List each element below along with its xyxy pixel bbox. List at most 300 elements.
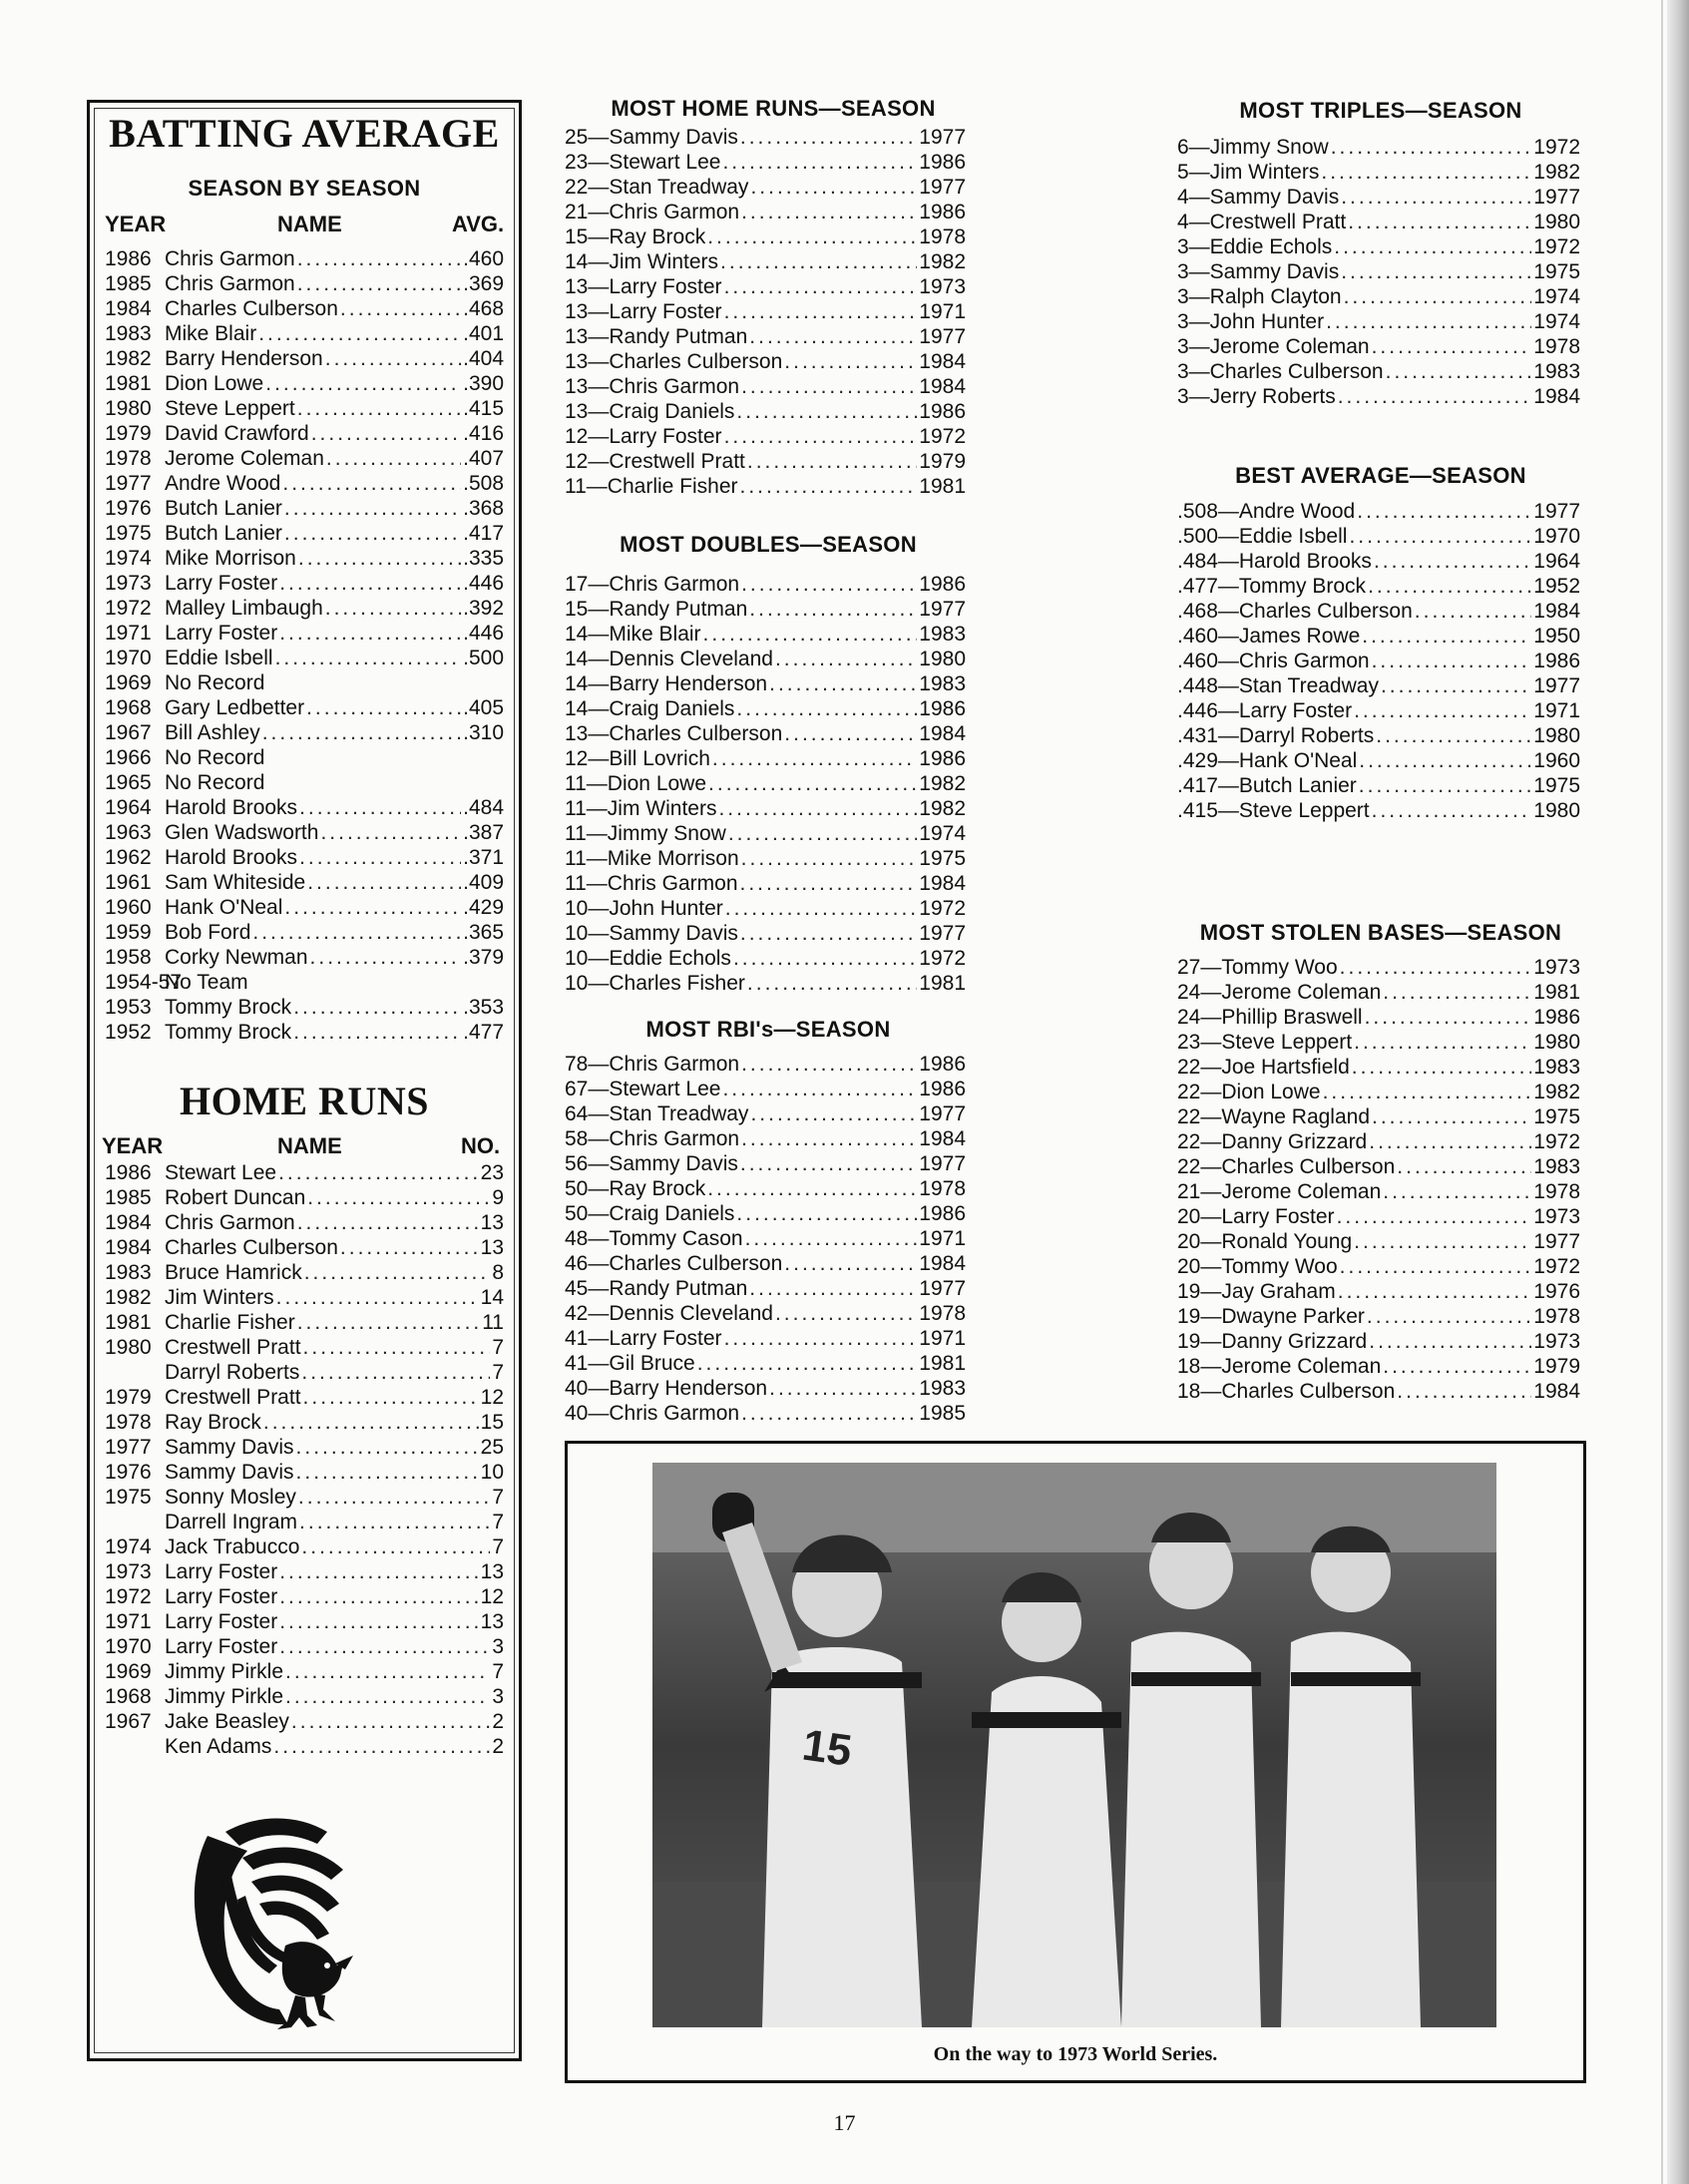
row-name: Malley Limbaugh <box>165 597 323 620</box>
dot-leader <box>1338 384 1532 409</box>
list-item <box>1177 1304 1580 1329</box>
list-item <box>105 421 504 446</box>
row-year: 1972 <box>1533 235 1580 258</box>
row-value: 7 <box>492 1535 504 1558</box>
row-name: Bruce Hamrick <box>165 1261 302 1284</box>
list-item <box>105 346 504 371</box>
dot-leader <box>749 597 917 622</box>
most-doubles-season-title: MOST DOUBLES—SEASON <box>620 532 917 557</box>
row-value: 23 <box>480 1161 504 1184</box>
row-value: .401 <box>463 322 504 345</box>
row-name: No Record <box>165 746 265 769</box>
list-item <box>565 449 966 474</box>
list-item <box>565 474 966 499</box>
list-item <box>565 299 966 324</box>
row-year: 1986 <box>919 201 966 223</box>
row-year: 1982 <box>105 347 152 370</box>
list-item <box>1177 599 1580 624</box>
list-item <box>1177 723 1580 748</box>
row-value: .392 <box>463 597 504 620</box>
row-year: 1973 <box>1533 1205 1580 1228</box>
row-year: 1978 <box>919 225 966 248</box>
dot-leader <box>708 771 917 796</box>
list-item <box>565 1077 966 1101</box>
row-entry: 3—Ralph Clayton <box>1177 285 1342 308</box>
row-year: 1981 <box>919 1352 966 1375</box>
row-year: 1977 <box>919 176 966 199</box>
row-value: .368 <box>463 497 504 520</box>
row-year: 1972 <box>1533 136 1580 159</box>
row-year: 1958 <box>105 946 152 969</box>
row-year: 1984 <box>1533 1380 1580 1403</box>
list-item <box>1177 334 1580 359</box>
dot-leader <box>1397 1154 1531 1179</box>
list-item <box>105 870 504 895</box>
row-name: Jake Beasley <box>165 1710 289 1733</box>
dot-leader <box>740 921 917 946</box>
dot-leader <box>1338 1279 1532 1304</box>
list-item <box>1177 549 1580 574</box>
row-year: 1975 <box>1533 774 1580 797</box>
dot-leader <box>724 299 918 324</box>
row-year: 1966 <box>105 746 152 769</box>
dot-leader <box>340 296 461 321</box>
row-year: 1969 <box>105 1660 152 1683</box>
dot-leader <box>749 1276 917 1301</box>
row-entry: 20—Larry Foster <box>1177 1205 1335 1228</box>
list-item <box>1177 1379 1580 1404</box>
row-value: 13 <box>480 1211 504 1234</box>
list-item <box>565 647 966 671</box>
row-name: Chris Garmon <box>165 272 295 295</box>
list-item <box>105 1709 504 1734</box>
row-year: 1976 <box>105 1461 152 1484</box>
dot-leader <box>285 1659 490 1684</box>
list-item <box>105 1510 504 1534</box>
list-item <box>565 424 966 449</box>
list-item <box>565 399 966 424</box>
row-entry: .477—Tommy Brock <box>1177 575 1367 598</box>
list-item <box>105 1410 504 1435</box>
batting-col-year: YEAR <box>105 212 167 236</box>
row-entry: .508—Andre Wood <box>1177 500 1356 523</box>
dot-leader <box>297 396 461 421</box>
row-year: 1953 <box>105 996 152 1019</box>
batting-col-name: NAME <box>277 212 342 236</box>
row-year: 1977 <box>1533 1230 1580 1253</box>
row-year: 1985 <box>105 1186 152 1209</box>
list-item <box>1177 259 1580 284</box>
row-name: Bill Ashley <box>165 721 260 744</box>
row-name: Sonny Mosley <box>165 1486 296 1509</box>
row-value: .369 <box>463 272 504 295</box>
row-year: 1971 <box>1533 699 1580 722</box>
list-item <box>105 1020 504 1045</box>
list-item <box>1177 1179 1580 1204</box>
list-item <box>565 150 966 175</box>
dot-leader <box>1368 574 1531 599</box>
list-item <box>1177 798 1580 823</box>
row-entry: 19—Danny Grizzard <box>1177 1330 1368 1353</box>
row-name: Mike Morrison <box>165 547 296 570</box>
dot-leader <box>1372 649 1532 673</box>
row-year: 1971 <box>105 1610 152 1633</box>
list-item <box>105 745 504 770</box>
dot-leader <box>725 896 918 921</box>
list-item <box>105 1360 504 1385</box>
dot-leader <box>1352 1055 1532 1080</box>
row-name: Larry Foster <box>165 1560 278 1583</box>
dot-leader <box>1344 284 1532 309</box>
row-name: Jerome Coleman <box>165 447 324 470</box>
list-item <box>105 1734 504 1759</box>
row-year: 1986 <box>105 247 152 270</box>
list-item <box>105 296 504 321</box>
list-item <box>105 1659 504 1684</box>
list-item <box>105 1534 504 1559</box>
row-name: Larry Foster <box>165 622 278 645</box>
list-item <box>565 971 966 996</box>
dot-leader <box>740 871 918 896</box>
list-item <box>105 995 504 1020</box>
dot-leader <box>325 596 461 621</box>
list-item <box>1177 773 1580 798</box>
row-value: .417 <box>463 522 504 545</box>
row-year: 1972 <box>1533 1130 1580 1153</box>
list-item <box>565 349 966 374</box>
row-year: 1975 <box>105 1486 152 1509</box>
dot-leader <box>1369 1129 1531 1154</box>
list-item <box>105 720 504 745</box>
dot-leader <box>299 1510 490 1534</box>
row-entry: 4—Sammy Davis <box>1177 186 1340 209</box>
row-year: 1984 <box>105 1236 152 1259</box>
row-name: Crestwell Pratt <box>165 1386 301 1409</box>
row-value: .484 <box>463 796 504 819</box>
row-value: 25 <box>480 1436 504 1459</box>
dot-leader <box>740 474 918 499</box>
list-item <box>565 696 966 721</box>
gamecock-logo <box>168 1796 367 2035</box>
dot-leader <box>728 821 917 846</box>
list-item <box>1177 234 1580 259</box>
dot-leader <box>745 1226 918 1251</box>
list-item <box>1177 574 1580 599</box>
row-value: 13 <box>480 1610 504 1633</box>
list-item <box>105 845 504 870</box>
dot-leader <box>724 1326 918 1351</box>
row-year: 1975 <box>105 522 152 545</box>
most-doubles-season-list <box>565 572 966 996</box>
dot-leader <box>297 1210 479 1235</box>
row-year: 1974 <box>1533 310 1580 333</box>
list-item <box>105 895 504 920</box>
row-year: 1968 <box>105 696 152 719</box>
list-item <box>105 945 504 970</box>
row-year: 1973 <box>105 1560 152 1583</box>
row-year: 1984 <box>105 1211 152 1234</box>
list-item <box>105 1310 504 1335</box>
row-name: Hank O'Neal <box>165 896 283 919</box>
row-year: 1979 <box>919 450 966 473</box>
dot-leader <box>747 971 917 996</box>
row-year: 1974 <box>919 822 966 845</box>
row-value: 11 <box>482 1311 504 1334</box>
dot-leader <box>736 399 917 424</box>
row-value: .416 <box>463 422 504 445</box>
row-year: 1983 <box>919 1377 966 1400</box>
dot-leader <box>724 424 918 449</box>
row-entry: 22—Charles Culberson <box>1177 1155 1396 1178</box>
row-value: .407 <box>463 447 504 470</box>
row-entry: 10—Sammy Davis <box>565 922 738 945</box>
row-year: 1970 <box>105 647 152 669</box>
dot-leader <box>1348 210 1531 234</box>
row-entry: 18—Jerome Coleman <box>1177 1355 1382 1378</box>
dot-leader <box>1381 673 1531 698</box>
dot-leader <box>707 1176 917 1201</box>
row-value: 14 <box>480 1286 504 1309</box>
row-year: 1959 <box>105 921 152 944</box>
row-year: 1972 <box>105 1585 152 1608</box>
row-year: 1978 <box>105 1411 152 1434</box>
row-year: 1981 <box>105 372 152 395</box>
list-item <box>565 796 966 821</box>
row-name: Chris Garmon <box>165 1211 295 1234</box>
row-name: Crestwell Pratt <box>165 1336 301 1359</box>
list-item <box>105 1559 504 1584</box>
row-entry: 48—Tommy Cason <box>565 1227 743 1250</box>
dot-leader <box>306 695 461 720</box>
row-value: 9 <box>492 1186 504 1209</box>
row-year: 1977 <box>1533 674 1580 697</box>
dot-leader <box>1367 1304 1531 1329</box>
season-by-season-subtitle: SEASON BY SEASON <box>188 176 421 201</box>
row-year: 1972 <box>919 947 966 970</box>
list-item <box>565 1326 966 1351</box>
dot-leader <box>775 647 917 671</box>
dot-leader <box>296 1435 479 1460</box>
row-year: 1977 <box>919 325 966 348</box>
most-home-runs-season-title: MOST HOME RUNS—SEASON <box>611 96 936 121</box>
row-value: 7 <box>492 1511 504 1533</box>
list-item <box>565 200 966 224</box>
row-year: 1986 <box>919 573 966 596</box>
dot-leader <box>720 249 917 274</box>
list-item <box>565 224 966 249</box>
row-value: 3 <box>492 1635 504 1658</box>
list-item <box>565 771 966 796</box>
list-item <box>1177 673 1580 698</box>
row-name: Sammy Davis <box>165 1461 294 1484</box>
list-item <box>105 1335 504 1360</box>
dot-leader <box>299 795 461 820</box>
row-name: Ray Brock <box>165 1411 261 1434</box>
dot-leader <box>1383 1179 1531 1204</box>
row-year: 1980 <box>1533 799 1580 822</box>
row-year: 1962 <box>105 846 152 869</box>
row-entry: 15—Ray Brock <box>565 225 706 248</box>
most-home-runs-season-list <box>565 125 966 499</box>
row-year: 1975 <box>1533 1105 1580 1128</box>
row-name: Mike Blair <box>165 322 257 345</box>
list-item <box>1177 1204 1580 1229</box>
dot-leader <box>1326 309 1531 334</box>
row-name: Jim Winters <box>165 1286 274 1309</box>
row-year: 1968 <box>105 1685 152 1708</box>
dot-leader <box>750 175 917 200</box>
row-year: 1964 <box>1533 550 1580 573</box>
dot-leader <box>284 895 461 920</box>
dot-leader <box>252 920 461 945</box>
row-entry: 46—Charles Culberson <box>565 1252 783 1275</box>
dot-leader <box>293 995 461 1020</box>
list-item <box>105 1185 504 1210</box>
row-year: 1977 <box>919 1102 966 1125</box>
dot-leader <box>326 446 461 471</box>
list-item <box>565 871 966 896</box>
row-year: 1980 <box>1533 724 1580 747</box>
row-year: 1961 <box>105 871 152 894</box>
row-entry: 3—Jerome Coleman <box>1177 335 1370 358</box>
row-entry: 67—Stewart Lee <box>565 1078 721 1100</box>
row-entry: 14—Jim Winters <box>565 250 719 273</box>
row-value: .353 <box>463 996 504 1019</box>
dot-leader <box>741 1126 917 1151</box>
row-year: 1984 <box>919 375 966 398</box>
row-entry: 14—Dennis Cleveland <box>565 648 773 670</box>
list-item <box>565 1251 966 1276</box>
row-year: 1971 <box>919 300 966 323</box>
dot-leader <box>301 1534 490 1559</box>
row-value: .404 <box>463 347 504 370</box>
row-value: 8 <box>492 1261 504 1284</box>
row-entry: 13—Randy Putman <box>565 325 748 348</box>
row-entry: 22—Wayne Ragland <box>1177 1105 1370 1128</box>
row-year: 1981 <box>1533 981 1580 1004</box>
row-year: 1982 <box>919 250 966 273</box>
row-entry: 27—Tommy Woo <box>1177 956 1338 979</box>
row-year: 1952 <box>1533 575 1580 598</box>
row-year: 1978 <box>1533 1180 1580 1203</box>
row-year: 1977 <box>1533 500 1580 523</box>
list-item <box>105 1160 504 1185</box>
list-item <box>1177 624 1580 649</box>
dot-leader <box>1386 359 1532 384</box>
row-value: 3 <box>492 1685 504 1708</box>
row-year: 1975 <box>1533 260 1580 283</box>
row-year: 1977 <box>919 922 966 945</box>
row-year: 1973 <box>1533 1330 1580 1353</box>
row-year: 1973 <box>1533 956 1580 979</box>
row-name: Dion Lowe <box>165 372 264 395</box>
dot-leader <box>697 1351 918 1376</box>
row-value: 7 <box>492 1361 504 1384</box>
batting-average-list <box>105 246 504 1045</box>
dot-leader <box>282 471 461 496</box>
row-value: .508 <box>463 472 504 495</box>
dot-leader <box>1323 1080 1532 1104</box>
dot-leader <box>297 246 461 271</box>
list-item <box>105 695 504 720</box>
row-entry: 4—Crestwell Pratt <box>1177 211 1347 233</box>
jersey-number: 15 <box>799 1720 855 1776</box>
row-year: 1985 <box>919 1402 966 1425</box>
list-item <box>1177 284 1580 309</box>
row-name: No Record <box>165 671 265 694</box>
row-year: 1982 <box>919 797 966 820</box>
row-year: 1971 <box>919 1227 966 1250</box>
row-name: Barry Henderson <box>165 347 323 370</box>
row-entry: .446—Larry Foster <box>1177 699 1353 722</box>
list-item <box>565 324 966 349</box>
dot-leader <box>285 1684 490 1709</box>
row-entry: .460—Chris Garmon <box>1177 650 1370 672</box>
best-average-season-title: BEST AVERAGE—SEASON <box>1235 463 1526 488</box>
row-value: .387 <box>463 821 504 844</box>
row-value: .409 <box>463 871 504 894</box>
row-year: 1983 <box>1533 360 1580 383</box>
row-year: 1978 <box>919 1302 966 1325</box>
dot-leader <box>784 1251 917 1276</box>
row-entry: .448—Stan Treadway <box>1177 674 1379 697</box>
dot-leader <box>284 496 461 521</box>
row-year: 1976 <box>1533 1280 1580 1303</box>
dot-leader <box>1372 334 1532 359</box>
row-name: No Record <box>165 771 265 794</box>
row-entry: 41—Larry Foster <box>565 1327 722 1350</box>
dot-leader <box>724 274 918 299</box>
list-item <box>105 1684 504 1709</box>
row-year: 1972 <box>919 425 966 448</box>
row-entry: 42—Dennis Cleveland <box>565 1302 773 1325</box>
dot-leader <box>303 1335 491 1360</box>
list-item <box>1177 649 1580 673</box>
row-year: 1986 <box>919 697 966 720</box>
dot-leader <box>297 1310 480 1335</box>
row-year: 1965 <box>105 771 152 794</box>
row-year: 1983 <box>1533 1155 1580 1178</box>
row-name: Stewart Lee <box>165 1161 277 1184</box>
dot-leader <box>1372 798 1532 823</box>
dot-leader <box>298 1485 490 1510</box>
row-year: 1969 <box>105 671 152 694</box>
list-item <box>1177 1080 1580 1104</box>
row-year: 1967 <box>105 1710 152 1733</box>
list-item <box>565 821 966 846</box>
dot-leader <box>740 1151 917 1176</box>
dot-leader <box>276 1285 479 1310</box>
row-year: 1986 <box>919 1202 966 1225</box>
row-year: 1977 <box>919 126 966 149</box>
most-stolen-bases-season-list <box>1177 955 1580 1404</box>
row-year: 1976 <box>105 497 152 520</box>
row-name: Harold Brooks <box>165 796 298 819</box>
list-item <box>105 371 504 396</box>
dot-leader <box>291 1709 490 1734</box>
row-entry: 10—Eddie Echols <box>565 947 731 970</box>
dot-leader <box>1354 698 1531 723</box>
row-year: 1980 <box>919 648 966 670</box>
row-entry: 12—Larry Foster <box>565 425 722 448</box>
dot-leader <box>769 671 917 696</box>
row-entry: 14—Craig Daniels <box>565 697 735 720</box>
dot-leader <box>722 1077 917 1101</box>
list-item <box>565 1151 966 1176</box>
dot-leader <box>1337 1204 1532 1229</box>
dot-leader <box>1341 185 1531 210</box>
dot-leader <box>741 846 918 871</box>
